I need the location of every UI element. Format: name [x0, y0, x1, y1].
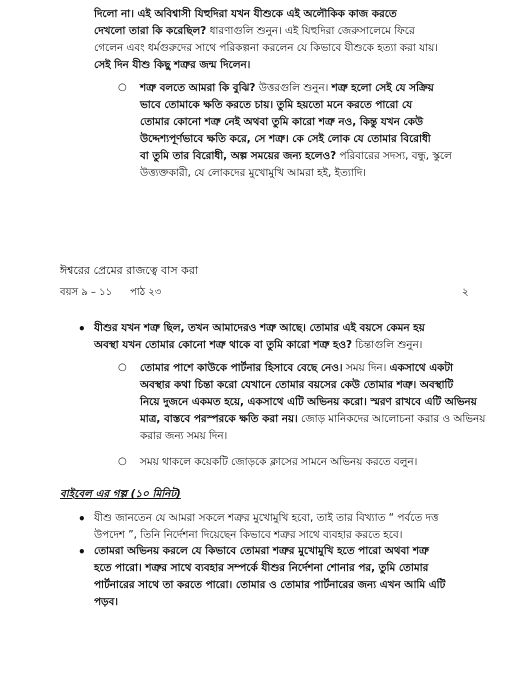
partner-line-1-bold: তোমার পাশে কাউকে পার্টনার হিসাবে বেছে নেও। [140, 362, 343, 374]
enemy-line-6: উত্ত্যক্তকারী, যে লোকদের মুখোমুখি আমরা হই, ইত্যাদি। [140, 167, 367, 179]
circle-bullet-icon: ○ [118, 362, 127, 373]
partner-line-4-bold: মাত্র, বাস্তবে পরস্পরকে ক্ষতি করা নয়। [140, 413, 298, 425]
section1-line-2: চিন্তাগুলি শুনুন। [352, 339, 423, 351]
section1-line-1: যীশুর যখন শত্রু ছিল, তখন আমাদেরও শত্রু আছে। তোমার এই বয়সে কেমন হয় [94, 322, 425, 334]
age-range: বয়স ৯ – ১১ [60, 287, 113, 298]
bullet-icon: • [78, 512, 86, 526]
bible-item2-line-1: তোমরা অভিনয় করলে যে কিভাবে তোমরা শত্রুর মুখোমুখি হতে পারো অথবা শত্রু [94, 545, 429, 557]
lesson-number: পাঠ ২৩ [130, 287, 162, 298]
enemy-line-1: উত্তরগুলি শুনুন। [255, 82, 332, 94]
partner-line-2: অবস্থার কথা চিন্তা করো যেখানে তোমার বয়সের কেউ তোমার শত্রু। অবস্থাটি [140, 379, 454, 391]
section1-line-2-bold: অবস্থা যখন তোমার কোনো শত্রু থাকে বা তুমি কারো শত্রু হও? [94, 339, 353, 351]
enemy-definition-item [140, 80, 520, 182]
enemy-line-5: পরিবারের সদস্য, বন্ধু, স্কুলে [336, 150, 452, 162]
bible-item2-line-2: হতে পারো। শত্রুর সাথে ব্যবহার সম্পর্কে যীশুর নির্দেশনা শোনার পর, তুমি তোমার [94, 562, 429, 574]
bible-item2-line-4: পড়ব। [94, 596, 118, 608]
intro-line-1: দিলো না। এই অবিশ্বাসী যিহুদিরা যখন যীশুকে এই অলৌকিক কাজ করতে [94, 8, 397, 20]
intro-line-4: সেই দিন যীশু কিছু শত্রুর জন্ম দিলেন। [94, 59, 251, 71]
bible-story-item-2 [94, 543, 514, 611]
bullet-icon: • [78, 545, 86, 559]
partner-line-5: করার জন্য সময় দিন। [140, 430, 228, 442]
intro-line-2-bold: দেখলো তারা কি করেছিল? [94, 25, 207, 37]
enemy-line-5-bold: বা তুমি তার বিরোধী, অল্প সময়ের জন্য হলেও? [140, 150, 337, 162]
bible-item1-line-1: যীশু জানতেন যে আমরা সকলে শত্রুর মুখোমুখি হবো, তাই তার বিখ্যাত “ পর্বতে দত্ত [94, 512, 439, 524]
enemy-line-2: ভাবে তোমাকে ক্ষতি করতে চায়। তুমি হয়তো মনে করতে পারো যে [140, 99, 413, 111]
page-number: ২ [462, 287, 469, 298]
bible-item2-line-3: পার্টনারের সাথে তা করতে পারো। তোমার ও তোমার পার্টনারের জন্য এখন আমি এটি [94, 579, 446, 591]
bullet-icon: • [78, 322, 86, 336]
time-line: সময় থাকলে কয়েকটি জোড়কে ক্লাসের সামনে অভিনয় করতে বলুন। [140, 456, 418, 468]
enemy-line-3: তোমার কোনো শত্রু নেই অথবা তুমি কারো শত্রু নও, কিন্তু যখন কেউ [140, 116, 423, 128]
intro-paragraph [94, 6, 514, 74]
lesson-title: ঈশ্বরের প্রেমের রাজত্বে বাস করা [60, 264, 199, 277]
partner-line-1: সময় দিন। [342, 362, 390, 374]
bible-story-item-1 [94, 510, 514, 544]
partner-roleplay-item [140, 360, 520, 445]
bible-item1-line-2: উপদেশ ”, তিনি নির্দেশনা দিয়েছেন কিভাবে শত্রুর সাথে ব্যবহার করতে হবে। [94, 529, 403, 541]
time-item [140, 454, 520, 471]
partner-line-1-bold-2: একসাথে একটা [389, 362, 454, 374]
partner-line-4: জোড় মানিকদের আলোচনা করার ও অভিনয় [297, 413, 486, 425]
enemy-line-1-bold: শত্রু বলতে আমরা কি বুঝি? [140, 82, 256, 94]
enemy-line-1-bold-2: শত্রু হলো সেই যে সক্রিয় [331, 82, 434, 94]
enemy-line-4: উদ্দেশ্যপূর্ণভাবে ক্ষতি করে, সে শত্রু। কে সেই লোক যে তোমার বিরোধী [140, 133, 431, 145]
intro-line-2: ধারণাগুলি শুনুন। এই যিহুদিরা জেরুসালেমে ফিরে [206, 25, 415, 37]
circle-bullet-icon: ○ [118, 456, 127, 467]
bible-story-heading: বাইবেল এর গল্প (১০ মিনিট) [60, 488, 181, 500]
circle-bullet-icon: ○ [118, 82, 127, 93]
partner-line-3: নিয়ে দুজনে একমত হয়ে, একসাথে এটি অভিনয় করো। স্মরণ রাখবে এটি অভিনয় [140, 396, 477, 408]
intro-line-3: গেলেন এবং ধর্মগুরুদের সাথে পরিকল্পনা করলেন যে কিভাবে যীশুকে হত্যা করা যায়। [94, 42, 438, 54]
enemy-discussion-item [94, 320, 514, 354]
